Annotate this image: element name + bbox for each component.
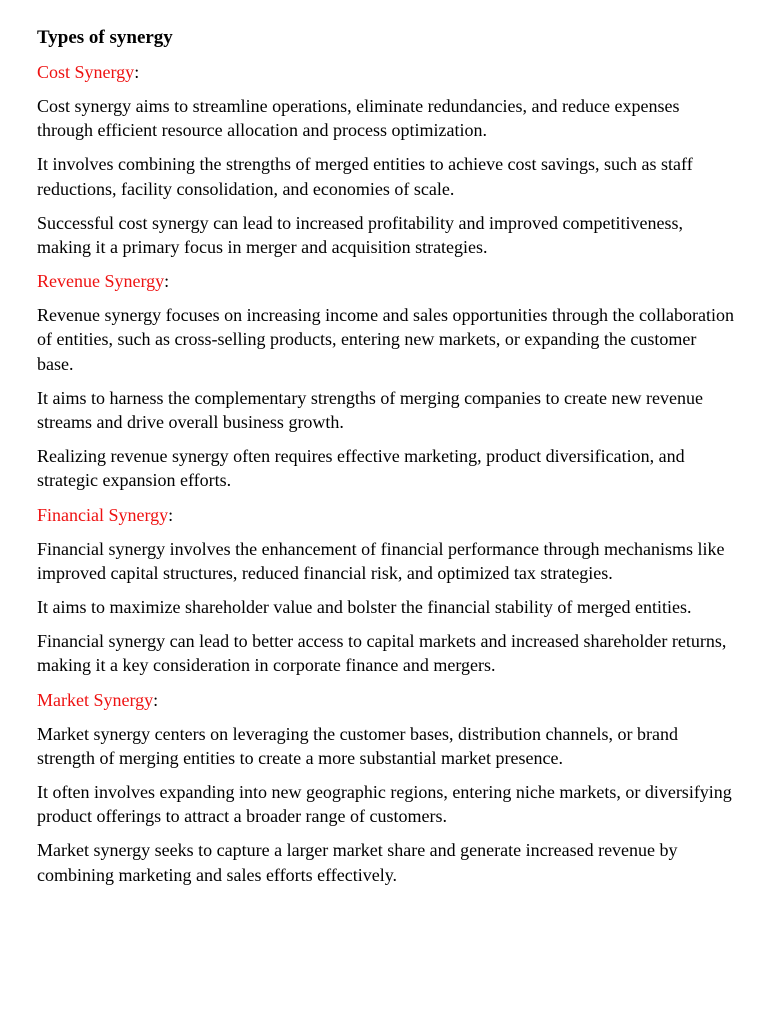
paragraph: It involves combining the strengths of merged entities to achieve cost savings, such as staff reductions, facility consolidation, and economies of scale. [37,154,693,199]
section-heading-text: Revenue Synergy [37,271,165,292]
section-heading-text: Cost Synergy [37,62,135,82]
paragraph: Market synergy seeks to capture a larger market share and generate increased revenue by combining marketing and sales efforts effectively. [37,840,678,885]
paragraph: It often involves expanding into new geographic regions, entering niche markets, or diversifying product offerings to attract a broader range of customers. [37,782,732,827]
section-heading [37,60,737,84]
document-page [37,26,737,897]
paragraph: Cost synergy aims to streamline operations, eliminate redundancies, and reduce expenses through efficient resource allocation and process optimization. [37,96,680,141]
section-financial-synergy [37,503,737,678]
section-revenue-synergy [37,269,737,492]
paragraph: Successful cost synergy can lead to increased profitability and improved competitiveness, making it a primary focus in merger and acquisition strategies. [37,212,683,258]
section-market-synergy [37,688,737,887]
section-heading [37,503,737,527]
paragraph: It aims to harness the complementary strengths of merging companies to create new revenue streams and drive overall business growth. [37,387,703,433]
section-heading-colon: : [134,62,140,82]
paragraph: Realizing revenue synergy often requires effective marketing, product diversification, and strategic expansion efforts. [37,446,685,491]
section-heading-colon: : [168,504,174,525]
paragraph: Financial synergy can lead to better access to capital markets and increased shareholder returns, making it a key consideration in corporate finance and mergers. [37,631,727,676]
section-heading-colon: : [164,271,170,292]
section-heading-text: Financial Synergy [37,504,169,525]
section-heading-text: Market Synergy [37,689,154,710]
section-heading-colon: : [153,689,159,710]
section-heading [37,688,737,712]
paragraph: Market synergy centers on leveraging the customer bases, distribution channels, or brand strength of merging entities to create a more substantial market presence. [37,723,678,768]
paragraph: Financial synergy involves the enhancement of financial performance through mechanisms like improved capital structures, reduced financial risk, and optimized tax strategies. [37,538,725,583]
paragraph: Revenue synergy focuses on increasing income and sales opportunities through the collaboration of entities, such as cross-selling products, entering new markets, or expanding the customer base. [37,305,734,374]
section-cost-synergy [37,60,737,259]
section-heading [37,269,737,293]
paragraph: It aims to maximize shareholder value and bolster the financial stability of merged entities. [37,597,692,618]
page-title: Types of synergy [37,27,173,48]
